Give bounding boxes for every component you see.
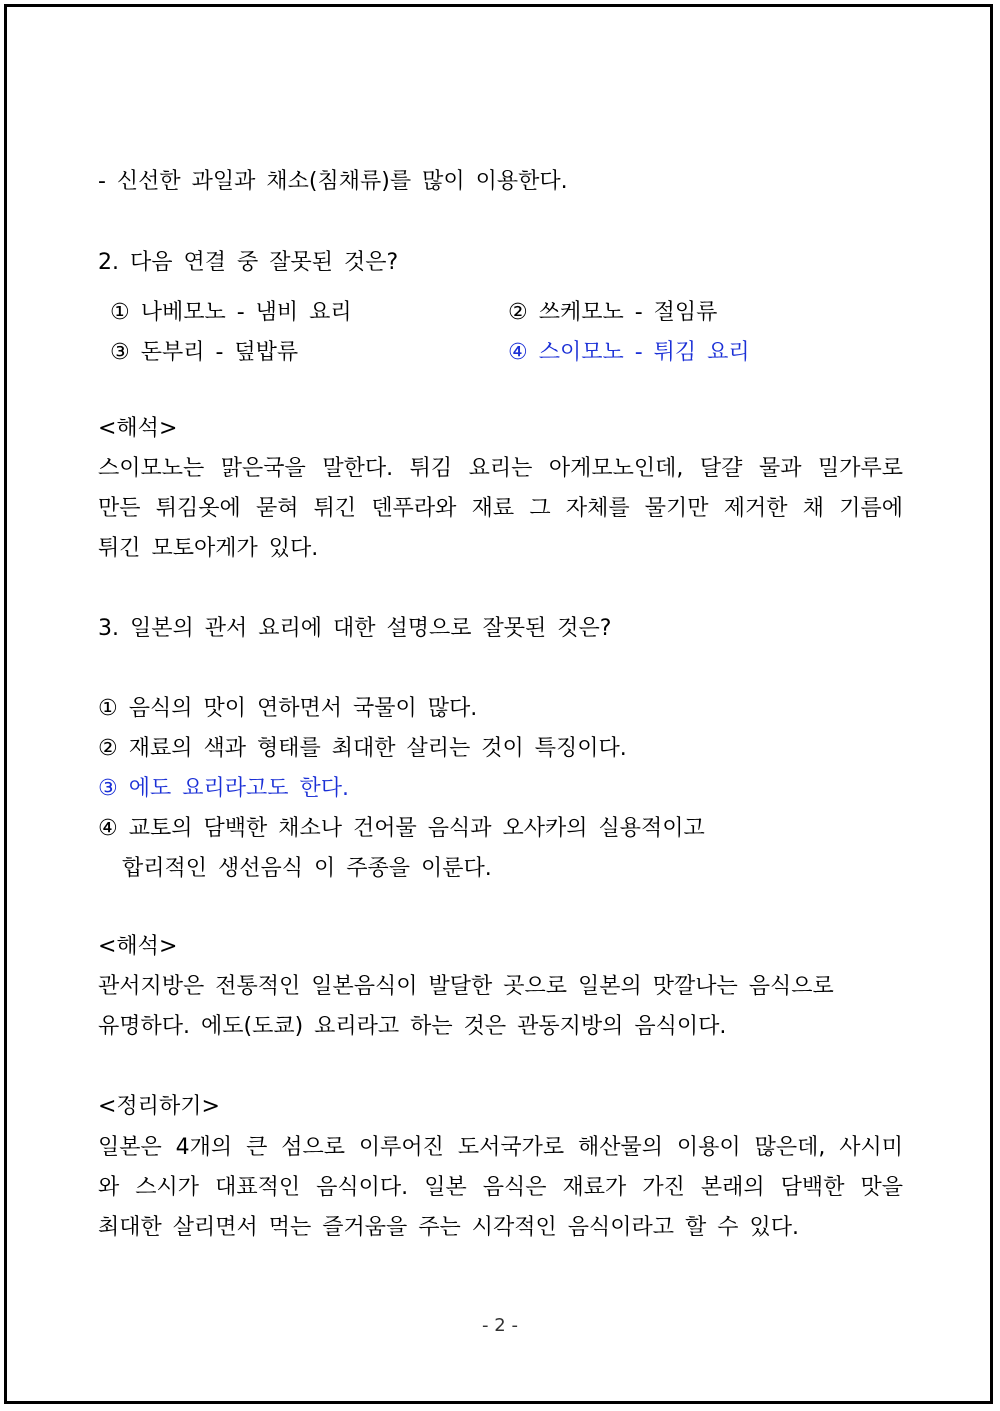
q3-explanation-line-2: 유명하다. 에도(도쿄) 요리라고 하는 것은 관동지방의 음식이다. bbox=[98, 1014, 727, 1039]
q2-option-2: ② 쓰케모노 - 절임류 bbox=[508, 300, 718, 325]
q3-option-4-continuation: 합리적인 생선음식 이 주종을 이룬다. bbox=[122, 856, 492, 881]
q2-question: 2. 다음 연결 중 잘못된 것은? bbox=[98, 250, 399, 275]
q3-explanation-line-1: 관서지방은 전통적인 일본음식이 발달한 곳으로 일본의 맛깔나는 음식으로 bbox=[98, 974, 834, 999]
q3-question: 3. 일본의 관서 요리에 대한 설명으로 잘못된 것은? bbox=[98, 616, 612, 641]
q3-explanation-label: <해석> bbox=[98, 934, 178, 959]
summary-line-2: 와 스시가 대표적인 음식이다. 일본 음식은 재료가 가진 본래의 담백한 맛을 bbox=[98, 1175, 903, 1200]
q3-option-2: ② 재료의 색과 형태를 최대한 살리는 것이 특징이다. bbox=[98, 736, 627, 761]
q2-option-3: ③ 돈부리 - 덮밥류 bbox=[110, 340, 299, 365]
summary-line-3: 최대한 살리면서 먹는 즐거움을 주는 시각적인 음식이라고 할 수 있다. bbox=[98, 1215, 799, 1240]
page-number: - 2 - bbox=[482, 1315, 518, 1336]
intro-line: - 신선한 과일과 채소(침채류)를 많이 이용한다. bbox=[98, 169, 568, 194]
summary-label: <정리하기> bbox=[98, 1094, 220, 1119]
summary-line-1: 일본은 4개의 큰 섬으로 이루어진 도서국가로 해산물의 이용이 많은데, 사시미 bbox=[98, 1135, 903, 1160]
q2-explanation-line-3: 튀긴 모토아게가 있다. bbox=[98, 536, 319, 561]
q2-explanation-label: <해석> bbox=[98, 416, 178, 441]
q2-option-4-answer: ④ 스이모노 - 튀김 요리 bbox=[508, 340, 750, 365]
q2-option-1: ① 나베모노 - 냄비 요리 bbox=[110, 300, 352, 325]
q2-explanation-line-2: 만든 튀김옷에 묻혀 튀긴 덴푸라와 재료 그 자체를 물기만 제거한 채 기름에 bbox=[98, 496, 903, 521]
q3-option-4: ④ 교토의 담백한 채소나 건어물 음식과 오사카의 실용적이고 bbox=[98, 816, 705, 841]
q3-option-1: ① 음식의 맛이 연하면서 국물이 많다. bbox=[98, 696, 478, 721]
q3-option-3-answer: ③ 에도 요리라고도 한다. bbox=[98, 776, 349, 801]
q2-explanation-line-1: 스이모노는 맑은국을 말한다. 튀김 요리는 아게모노인데, 달걀 물과 밀가루로 bbox=[98, 456, 903, 481]
